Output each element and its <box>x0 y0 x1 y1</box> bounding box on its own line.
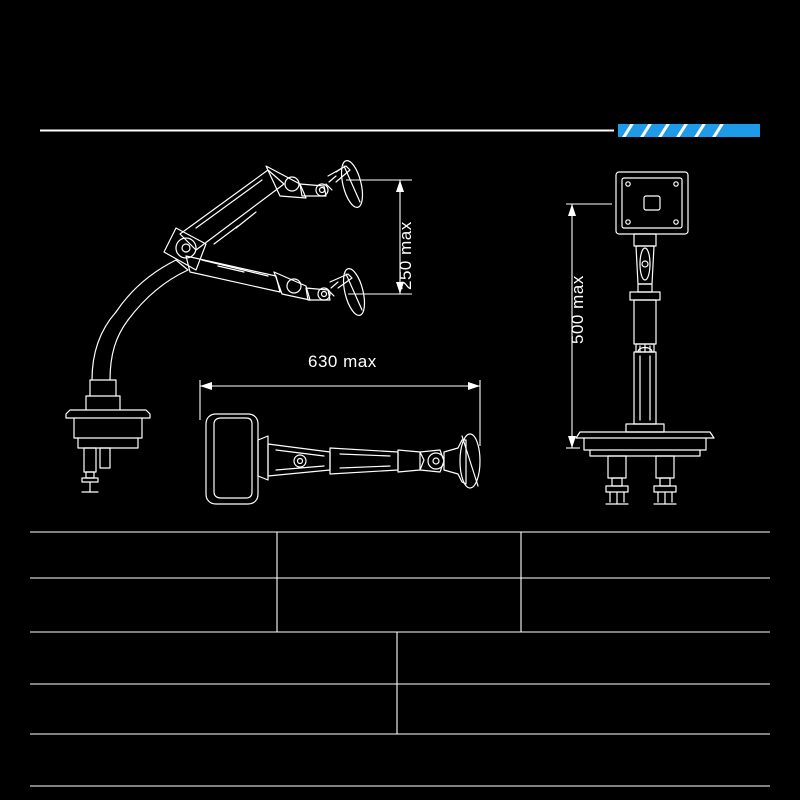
vesa-head-raised <box>326 159 367 210</box>
forearm-lowered <box>274 272 330 300</box>
desk-clamp-front <box>576 424 714 504</box>
vesa-head-lowered <box>328 267 369 318</box>
desk-clamp-side <box>66 410 150 492</box>
inner-arm-top <box>268 444 330 476</box>
mid-joint-top <box>294 448 398 474</box>
top-view-arm-extended <box>206 414 480 504</box>
gas-column-front <box>630 292 660 424</box>
base-disc-top <box>444 434 480 488</box>
outer-arm-top <box>398 450 444 472</box>
monitor-plate-top <box>206 414 268 504</box>
side-elevation-articulated-arm <box>66 159 369 492</box>
header-rule <box>40 121 760 140</box>
riser-column-side <box>86 312 128 410</box>
vesa-plate-front <box>616 172 688 234</box>
header-accent-hatch <box>618 121 760 140</box>
tilt-head-front <box>634 234 656 292</box>
lower-arm-side <box>116 260 188 320</box>
dimension-label-500-max: 500 max <box>568 275 587 344</box>
dimension-630-max <box>200 380 480 446</box>
front-elevation-column-mount <box>576 172 714 504</box>
forearm-raised <box>266 166 328 198</box>
dimension-label-630-max: 630 max <box>308 352 377 371</box>
specification-table <box>30 532 770 786</box>
spring-housing-side <box>164 228 206 270</box>
dimension-label-250-max: 250 max <box>396 221 415 290</box>
upper-arm-lowered <box>186 256 280 292</box>
